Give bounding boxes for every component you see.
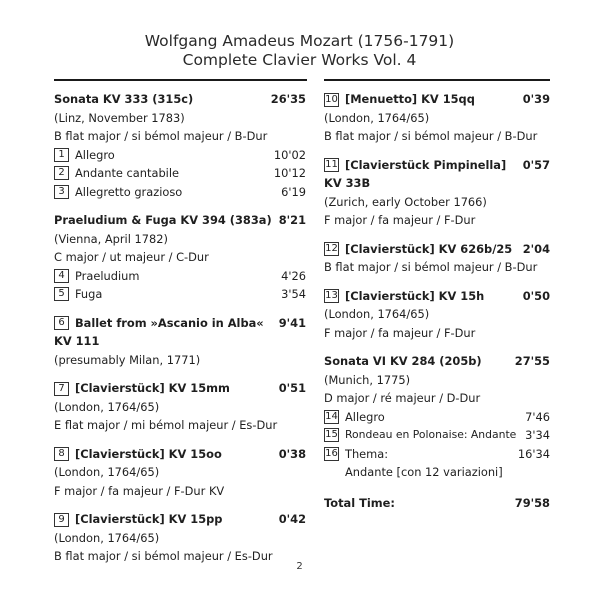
work-key: B flat major / si bémol majeur / B-Dur [324,129,538,143]
track-name: Allegretto grazioso [75,184,183,199]
work-pimpinella [324,156,550,230]
work-title-line [54,379,275,398]
work-ballet-ascanio [54,314,306,370]
work-title: [Clavierstück] KV 626b/25 [345,241,513,256]
track-number: 9 [54,513,69,527]
track-row [324,445,550,464]
track-time: 3'34 [525,428,550,442]
work-key: B flat major / si bémol majeur / B-Dur [324,260,538,274]
work-key: F major / fa majeur / F-Dur KV [54,483,225,498]
track-number: 2 [54,166,69,180]
track-number: 14 [325,410,338,422]
track-number: 16 [325,447,338,459]
track-number: 3 [54,185,69,199]
work-title: Sonata KV 333 (315c) [54,92,194,106]
work-duration: 0'50 [522,288,550,303]
work-title: [Clavierstück] KV 15oo [75,446,222,461]
work-title-line [324,90,519,109]
work-key: B flat major / si bémol majeur / B-Dur [54,129,268,143]
work-place: (London, 1764/65) [324,110,430,125]
work-place: (London, 1764/65) [54,530,160,545]
track-name-continuation: Andante [con 12 variazioni] [345,465,503,479]
track-row [54,164,306,183]
track-number: 8 [54,447,69,461]
work-place: (London, 1764/65) [54,399,160,414]
track-number: 5 [54,287,69,301]
left-divider [54,79,307,81]
track-name: Allegro [345,409,385,424]
work-place: (Vienna, April 1782) [54,231,168,246]
work-key: F major / fa majeur / F-Dur [324,325,476,340]
work-duration: 8'21 [278,213,306,227]
work-title: [Clavierstück] KV 15pp [75,512,223,526]
track-time: 6'19 [281,184,306,199]
work-catalogue: KV 111 [54,334,100,348]
left-column [54,90,306,566]
work-duration: 26'35 [270,92,306,106]
track-time: 3'54 [281,287,306,301]
work-praeludium-fuga [54,211,306,304]
work-catalogue: KV 33B [324,176,371,190]
track-number: 15 [325,429,338,441]
work-title-line [324,240,519,259]
work-kv15oo [54,445,306,501]
right-column [324,90,550,512]
work-place: (Zurich, early October 1766) [324,194,487,209]
track-number: 6 [54,316,69,330]
track-time: 10'02 [273,147,306,162]
work-key: B flat major / si bémol majeur / Es-Dur [54,549,273,563]
total-time-label: Total Time: [324,495,395,510]
work-duration: 9'41 [278,315,306,330]
work-title: [Menuetto] KV 15qq [345,92,475,106]
track-row [324,426,550,445]
work-duration: 0'57 [522,157,550,172]
work-title: Sonata VI KV 284 (205b) [324,354,482,368]
track-row [54,146,306,165]
track-row [54,267,306,286]
composer-line: Wolfgang Amadeus Mozart (1756-1791) [144,32,455,50]
track-number: 12 [325,243,338,254]
track-number: 4 [54,269,69,283]
work-sonata-kv284 [324,352,550,482]
work-duration: 0'39 [522,92,550,106]
work-sonata-kv333 [54,90,306,201]
track-time: 7'46 [525,409,550,424]
work-key: F major / fa majeur / F-Dur [324,213,476,227]
work-title: [Clavierstück] KV 15h [345,288,485,303]
track-time: 4'26 [281,268,306,283]
page-header [0,32,599,70]
right-divider [324,79,550,81]
track-number: 10 [325,93,338,105]
work-place: (London, 1764/65) [54,465,160,479]
track-name: Rondeau en Polonaise: Andante [345,428,517,441]
track-row [54,183,306,202]
track-number: 7 [54,382,69,396]
total-time-row [324,494,550,513]
work-place: (presumably Milan, 1771) [54,352,201,367]
work-kv15h [324,287,550,343]
track-number: 13 [325,290,338,301]
work-title-line [324,156,519,175]
work-title: [Clavierstück] KV 15mm [75,381,230,395]
work-duration: 27'55 [514,354,550,368]
work-kv626b-25 [324,240,550,277]
work-key: D major / ré majeur / D-Dur [324,391,481,405]
work-title: Ballet from »Ascanio in Alba« [75,315,264,330]
track-number: 1 [54,148,69,162]
work-place: (Munich, 1775) [324,372,411,387]
work-title-line [324,287,519,306]
total-time-value: 79'58 [514,495,550,510]
work-title-line [54,445,275,464]
track-number: 11 [325,159,338,170]
track-name: Thema: [345,446,389,461]
work-key: C major / ut majeur / C-Dur [54,250,209,264]
work-menuetto-kv15qq [324,90,550,146]
work-duration: 0'51 [278,381,306,395]
work-kv15mm [54,379,306,435]
work-duration: 0'38 [278,446,306,461]
work-place: (London, 1764/65) [324,307,430,321]
track-time: 10'12 [273,166,306,180]
album-title: Complete Clavier Works Vol. 4 [182,51,417,69]
work-title-line [54,314,275,333]
track-row [324,408,550,427]
work-title: [Clavierstück Pimpinella] [345,157,507,172]
work-title: Praeludium & Fuga KV 394 (383a) [54,213,272,227]
work-duration: 2'04 [522,241,550,256]
page-number: 2 [296,561,303,572]
track-name: Fuga [75,287,103,301]
track-name: Praeludium [75,268,140,283]
work-duration: 0'42 [278,512,306,526]
track-name: Allegro [75,147,115,162]
track-name: Andante cantabile [75,166,180,180]
track-row [54,285,306,304]
work-key: E flat major / mi bémol majeur / Es-Dur [54,418,278,432]
work-title-line [54,510,275,529]
track-time: 16'34 [517,446,550,461]
work-place: (Linz, November 1783) [54,110,185,125]
